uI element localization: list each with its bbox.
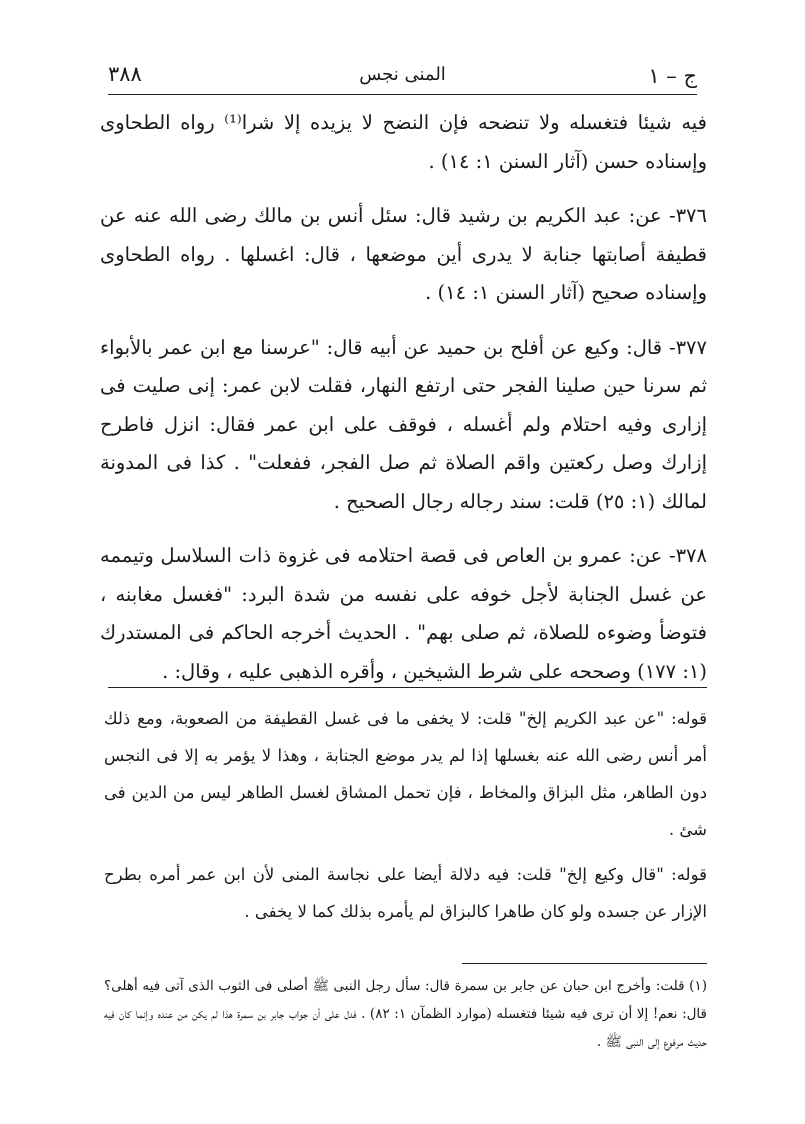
paragraph: فيه شيئا فتغسله ولا تنضحه فإن النضح لا يزيده إلا شرا⁽¹⁾ رواه الطحاوى وإسناده حسن (آثار السنن ١: ١٤) .: [100, 111, 708, 173]
running-title: المنى نجس: [359, 64, 446, 85]
footnote: (١) قلت: وأخرج ابن حبان عن جابر بن سمرة قال: سأل رجل النبى ﷺ أصلى فى الثوب الذى آتى فيه أهلى؟ قال: نعم! إلا أن ترى فيه شيئا فتغسله (موارد الظمآن ١: ٨٢) . فدل على أن جواب جابر بن سمرة هذا لم يكن من عنده وإنما كان فيه حديث مرفوع إلى النبى ﷺ .: [104, 978, 707, 1050]
commentary-separator: [108, 687, 707, 688]
footnote-separator: [462, 963, 707, 964]
commentary-note: قوله: "قال وكيع إلخ" قلت: فيه دلالة أيضا على نجاسة المنى لأن ابن عمر أمره بطرح الإزار عن جسده ولو كان طاهرا كالبزاق لم يأمره بذلك كما لا يخفى .: [104, 865, 707, 921]
volume-label: ج – ١: [648, 64, 697, 88]
page-header: [108, 52, 697, 92]
commentary-note: قوله: "عن عبد الكريم إلخ" قلت: لا يخفى ما فى غسل القطيفة من الصعوبة، ومع ذلك أمر أنس رضى الله عنه بغسلها إذا لم يدر موضع الجنابة ، وهذا لا يؤمر به إلا فى النجس دون الطاهر، مثل البزاق والمخاط ، فإن تحمل المشاق لغسل الطاهر ليس من الدين فى شئ .: [104, 709, 707, 839]
header-rule: [108, 94, 697, 95]
commentary: [104, 700, 707, 938]
hadith-378: ٣٧٨- عن: عمرو بن العاص فى قصة احتلامه فى غزوة ذات السلاسل وتيممه عن غسل الجنابة لأجل خوفه على نفسه من شدة البرد: "فغسل مغابنه ، فتوضأ وضوءه للصلاة، ثم صلى بهم" . الحديث أخرجه الحاكم فى المستدرك (١: ١٧٧) وصححه على شرط الشيخين ، وأقره الذهبى عليه ، وقال: .: [100, 544, 707, 683]
page-number: ٣٨٨: [108, 62, 142, 86]
hadith-376: ٣٧٦- عن: عبد الكريم بن رشيد قال: سئل أنس بن مالك رضى الله عنه عن قطيفة أصابتها جنابة لا يدرى أين موضعها ، قال: اغسلها . رواه الطحاوى وإسناده صحيح (آثار السنن ١: ١٤) .: [100, 204, 707, 304]
main-text: [100, 104, 707, 707]
hadith-377: ٣٧٧- قال: وكيع عن أفلح بن حميد عن أبيه قال: "عرسنا مع ابن عمر بالأبواء ثم سرنا حين صلينا الفجر حتى ارتفع النهار، فقلت لابن عمر: إنى صليت فى إزارى وفيه احتلام ولم أغسله ، فوقف على ابن عمر فقال: انزل فاطرح إزارك وصل ركعتين واقم الصلاة ثم صل الفجر، ففعلت" . كذا فى المدونة لمالك (١: ٢٥) قلت: سند رجاله رجال الصحيح .: [100, 335, 707, 513]
